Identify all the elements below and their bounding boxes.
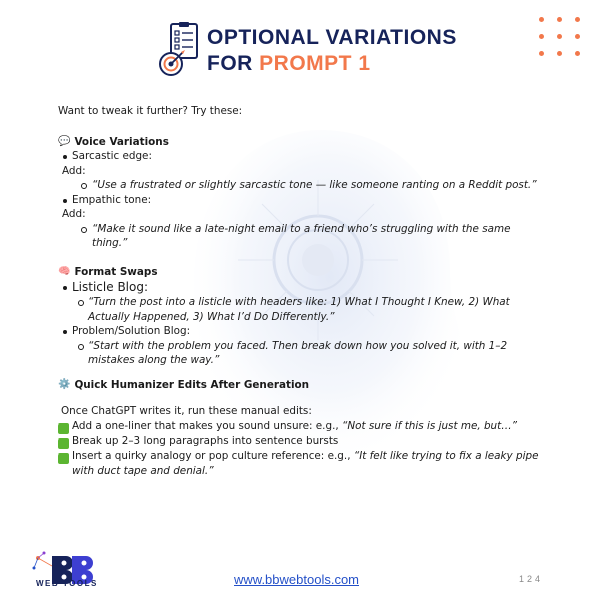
add-label: Add:	[62, 164, 86, 177]
prompt-quote: “Use a frustrated or slightly sarcastic tone — like someone ranting on a Reddit post.”	[58, 178, 548, 193]
prompt-quote: “Turn the post into a listicle with headers like: 1) What I Thought I Knew, 2) What Actually Happened, 3) What I’d Do Differently.”	[58, 295, 548, 324]
decorative-dots	[539, 17, 585, 59]
intro-text: Want to tweak it further? Try these:	[58, 105, 243, 117]
website-link[interactable]: www.bbwebtools.com	[234, 572, 359, 587]
page-title-line2	[207, 52, 371, 76]
edits-intro: Once ChatGPT writes it, run these manual edits:	[61, 405, 312, 417]
logo-text: WEB TOOLS	[36, 579, 98, 588]
page-header	[157, 22, 457, 82]
brain-icon: 🧠	[58, 265, 71, 277]
page-number: 124	[519, 574, 544, 584]
speech-bubble-icon: 💬	[58, 135, 71, 147]
bb-web-tools-logo	[30, 548, 110, 598]
title-for: FOR	[207, 52, 253, 75]
checkmark-icon: ✓	[58, 438, 69, 449]
prompt-quote: “Make it sound like a late-night email to a friend who’s struggling with the same thing.”	[58, 222, 548, 251]
prompt-quote: “Start with the problem you faced. Then break down how you solved it, with 1–2 mistakes along the way.”	[58, 339, 548, 368]
checklist-item: ✓ Break up 2–3 long paragraphs into sentence bursts	[52, 434, 339, 448]
list-item: Listicle Blog:	[58, 279, 548, 295]
title-accent: PROMPT 1	[259, 52, 371, 75]
page-title-line1: OPTIONAL VARIATIONS	[207, 26, 457, 49]
checkmark-icon: ✓	[58, 423, 69, 434]
add-label: Add:	[62, 208, 86, 220]
list-item: Sarcastic edge:	[58, 149, 548, 164]
voice-section-heading: 💬 Voice Variations	[58, 135, 169, 148]
checklist-target-icon	[157, 22, 203, 78]
gear-icon: ⚙️	[58, 378, 71, 390]
list-item: Empathic tone:	[58, 193, 548, 208]
checkmark-icon: ✓	[58, 453, 69, 464]
list-item: Problem/Solution Blog:	[58, 324, 548, 339]
checklist-item: ✓ Add a one-liner that makes you sound unsure: e.g., “Not sure if this is just me, but…”	[52, 419, 517, 433]
main-content	[52, 104, 548, 478]
format-section-heading: 🧠 Format Swaps	[58, 265, 158, 278]
checklist-item: ✓ Insert a quirky analogy or pop culture reference: e.g., “It felt like trying to fix a leaky pipe with duct tape and denial.”	[52, 449, 539, 477]
edits-section-heading: ⚙️ Quick Humanizer Edits After Generation	[58, 378, 310, 391]
